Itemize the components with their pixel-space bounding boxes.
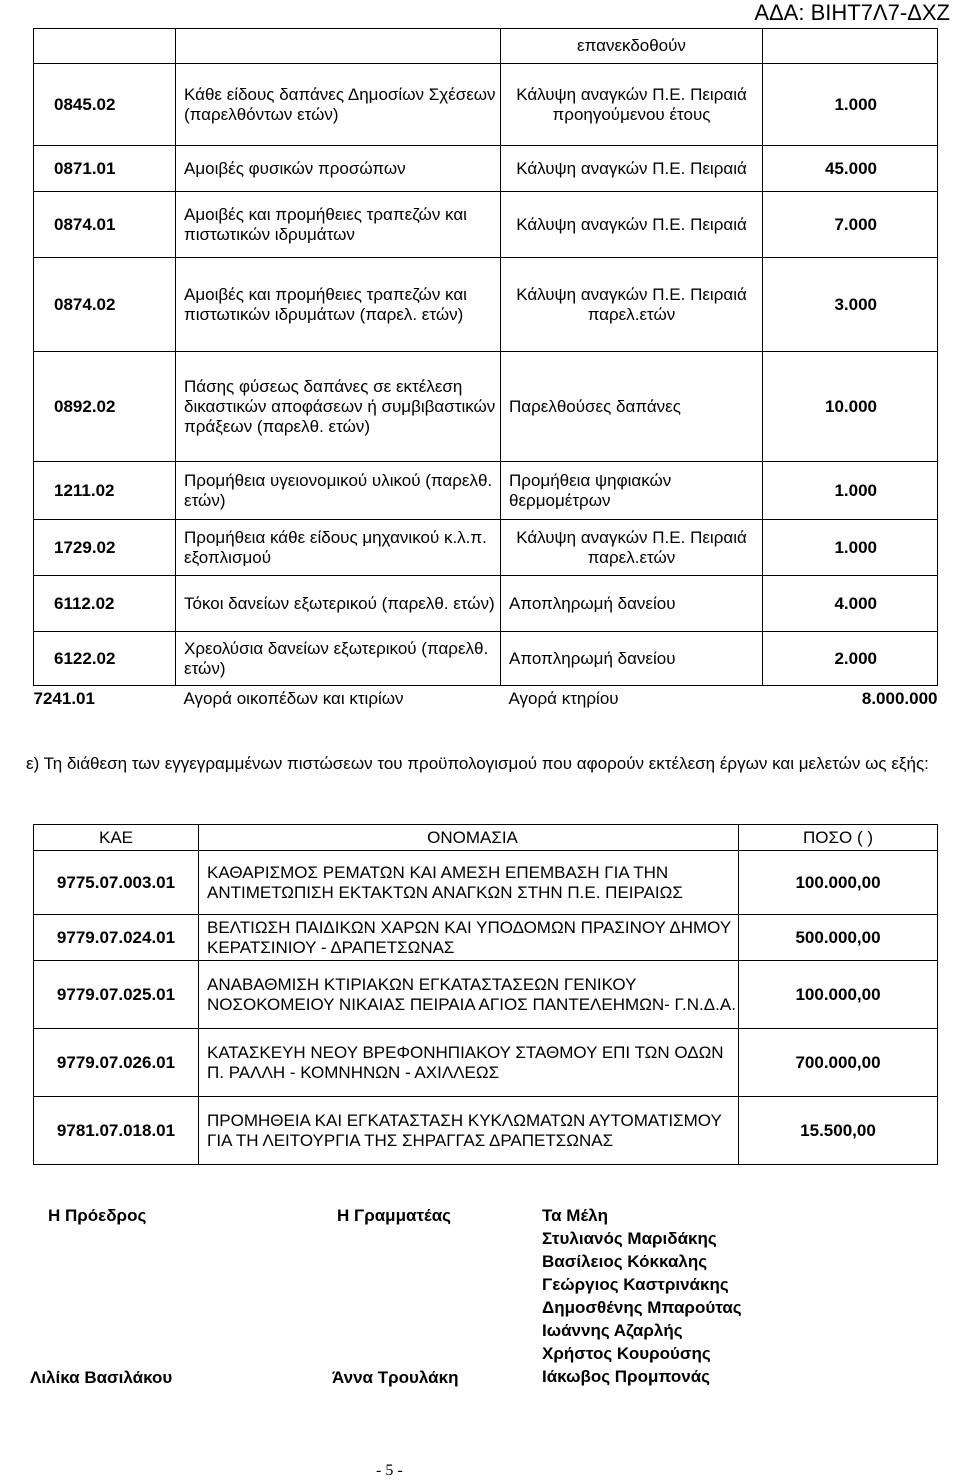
amount-cell: 100.000,00 [739,961,938,1029]
name-cell: Πάσης φύσεως δαπάνες σε εκτέλεση δικαστικών αποφάσεων ή συμβιβαστικών πράξεων (παρελθ. ετών) [176,352,501,462]
amount-cell: 3.000 [763,258,938,352]
name-cell [176,29,501,64]
kae-cell: 9779.07.024.01 [34,915,199,961]
table-row [34,29,938,64]
name-cell: Αγορά οικοπέδων και κτιρίων [183,688,404,708]
kae-cell: 9779.07.025.01 [34,961,199,1029]
kae-cell: 0874.02 [34,258,176,352]
amount-cell: 2.000 [763,632,938,686]
members-title: Τα Μέλη [542,1206,608,1225]
table-row [34,462,938,520]
name-cell: ΑΝΑΒΑΘΜΙΣΗ ΚΤΙΡΙΑΚΩΝ ΕΓΚΑΤΑΣΤΑΣΕΩΝ ΓΕΝΙΚΟΥ ΝΟΣΟΚΟΜΕΙΟΥ ΝΙΚΑΙΑΣ ΠΕΙΡΑΙΑ ΑΓΙΟΣ ΠΑΝΤΕΛΕΗΜΩΝ- Γ.Ν.Δ.Α. [199,961,739,1029]
kae-cell: 9779.07.026.01 [34,1029,199,1097]
name-cell: ΚΑΘΑΡΙΣΜΟΣ ΡΕΜΑΤΩΝ ΚΑΙ ΑΜΕΣΗ ΕΠΕΜΒΑΣΗ ΓΙΑ ΤΗΝ ΑΝΤΙΜΕΤΩΠΙΣΗ ΕΚΤΑΚΤΩΝ ΑΝΑΓΚΩΝ ΣΤΗΝ Π.Ε. ΠΕΙΡΑΙΩΣ [199,851,739,915]
table-row [34,851,938,915]
header-name: ΟΝΟΜΑΣΙΑ [199,825,739,851]
header-amount: ΠΟΣΟ ( ) [739,825,938,851]
budget-table [33,28,938,712]
kae-cell: 6112.02 [34,576,176,632]
table-row [34,1097,938,1165]
purpose-cell: Κάλυψη αναγκών Π.Ε. Πειραιά παρελ.ετών [501,520,763,576]
member-name: Ιάκωβος Προμπονάς [542,1367,711,1386]
amount-cell: 500.000,00 [739,915,938,961]
paragraph-e: ε) Τη διάθεση των εγγεγραμμένων πιστώσεων του προϋπολογισμού που αφορούν εκτέλεση έργων και μελετών ως εξής: [26,754,929,773]
member-name: Γεώργιος Καστρινάκης [542,1275,729,1294]
kae-cell: 9775.07.003.01 [34,851,199,915]
purpose-cell: Κάλυψη αναγκών Π.Ε. Πειραιά παρελ.ετών [501,258,763,352]
purpose-cell: Αγορά κτηρίου [508,688,619,708]
name-cell: Τόκοι δανείων εξωτερικού (παρελθ. ετών) [176,576,501,632]
purpose-cell: Προμήθεια ψηφιακών θερμομέτρων [501,462,763,520]
purpose-cell: Κάλυψη αναγκών Π.Ε. Πειραιά προηγούμενου έτους [501,64,763,146]
amount-cell: 15.500,00 [739,1097,938,1165]
purpose-cell: Κάλυψη αναγκών Π.Ε. Πειραιά [501,192,763,258]
kae-cell: 0892.02 [34,352,176,462]
member-name: Χρήστος Κουρούσης [542,1344,711,1363]
table-row [34,192,938,258]
table-row [34,1029,938,1097]
amount-cell: 700.000,00 [739,1029,938,1097]
kae-cell: 6122.02 [34,632,176,686]
member-name: Ιωάννης Αζαρλής [542,1321,683,1340]
table-row [34,258,938,352]
purpose-cell: Κάλυψη αναγκών Π.Ε. Πειραιά [501,146,763,192]
kae-cell: 1729.02 [34,520,176,576]
name-cell: Αμοιβές φυσικών προσώπων [176,146,501,192]
table-row [34,686,938,712]
amount-cell: 8.000.000 [861,688,938,708]
amount-cell: 4.000 [763,576,938,632]
table-row [34,576,938,632]
purpose-cell: Αποπληρωμή δανείου [501,576,763,632]
amount-cell: 45.000 [763,146,938,192]
name-cell: ΒΕΛΤΙΩΣΗ ΠΑΙΔΙΚΩΝ ΧΑΡΩΝ ΚΑΙ ΥΠΟΔΟΜΩΝ ΠΡΑΣΙΝΟΥ ΔΗΜΟΥ ΚΕΡΑΤΣΙΝΙΟΥ - ΔΡΑΠΕΤΣΩΝΑΣ [199,915,739,961]
name-cell: Αμοιβές και προμήθειες τραπεζών και πιστωτικών ιδρυμάτων (παρελ. ετών) [176,258,501,352]
ada-code: ΑΔΑ: ΒΙΗΤ7Λ7-ΔΧΖ [754,0,950,25]
purpose-cell: επανεκδοθούν [501,29,763,64]
amount-cell: 1.000 [763,64,938,146]
name-cell: Χρεολύσια δανείων εξωτερικού (παρελθ. ετών) [176,632,501,686]
kae-cell [34,29,176,64]
member-name: Βασίλειος Κόκκαλης [542,1252,708,1271]
amount-cell: 7.000 [763,192,938,258]
kae-cell: 7241.01 [33,688,95,708]
header-kae: ΚΑΕ [34,825,199,851]
table-header-row [34,825,938,851]
amount-cell: 1.000 [763,520,938,576]
table-row [34,64,938,146]
members-block [542,1204,742,1388]
page-number: - 5 - [376,1462,403,1479]
chair-title: Η Πρόεδρος [48,1206,147,1225]
table-row [34,915,938,961]
table-row [34,632,938,686]
member-name: Δημοσθένης Μπαρούτας [542,1298,742,1317]
member-name: Στυλιανός Μαριδάκης [542,1229,717,1248]
amount-cell: 100.000,00 [739,851,938,915]
table-row [34,961,938,1029]
secretary-name: Άννα Τρουλάκη [332,1368,459,1387]
name-cell: ΠΡΟΜΗΘΕΙΑ ΚΑΙ ΕΓΚΑΤΑΣΤΑΣΗ ΚΥΚΛΩΜΑΤΩΝ ΑΥΤΟΜΑΤΙΣΜΟΥ ΓΙΑ ΤΗ ΛΕΙΤΟΥΡΓΙΑ ΤΗΣ ΣΗΡΑΓΓΑΣ ΔΡΑΠΕΤΣΩΝΑΣ [199,1097,739,1165]
name-cell: Αμοιβές και προμήθειες τραπεζών και πιστωτικών ιδρυμάτων [176,192,501,258]
name-cell: ΚΑΤΑΣΚΕΥΗ ΝΕΟΥ ΒΡΕΦΟΝΗΠΙΑΚΟΥ ΣΤΑΘΜΟΥ ΕΠΙ ΤΩΝ ΟΔΩΝ Π. ΡΑΛΛΗ - ΚΟΜΝΗΝΩΝ - ΑΧΙΛΛΕΩΣ [199,1029,739,1097]
chair-name: Λιλίκα Βασιλάκου [30,1368,173,1387]
amount-cell: 1.000 [763,462,938,520]
projects-table [33,824,938,1165]
kae-cell: 1211.02 [34,462,176,520]
purpose-cell: Αποπληρωμή δανείου [501,632,763,686]
table-row [34,146,938,192]
secretary-title: Η Γραμματέας [337,1206,451,1225]
kae-cell: 0871.01 [34,146,176,192]
name-cell: Κάθε είδους δαπάνες Δημοσίων Σχέσεων (παρελθόντων ετών) [176,64,501,146]
purpose-cell: Παρελθούσες δαπάνες [501,352,763,462]
name-cell: Προμήθεια κάθε είδους μηχανικού κ.λ.π. εξοπλισμού [176,520,501,576]
kae-cell: 0874.01 [34,192,176,258]
table-row [34,520,938,576]
amount-cell: 10.000 [763,352,938,462]
amount-cell [763,29,938,64]
table-row [34,352,938,462]
kae-cell: 0845.02 [34,64,176,146]
name-cell: Προμήθεια υγειονομικού υλικού (παρελθ. ετών) [176,462,501,520]
kae-cell: 9781.07.018.01 [34,1097,199,1165]
